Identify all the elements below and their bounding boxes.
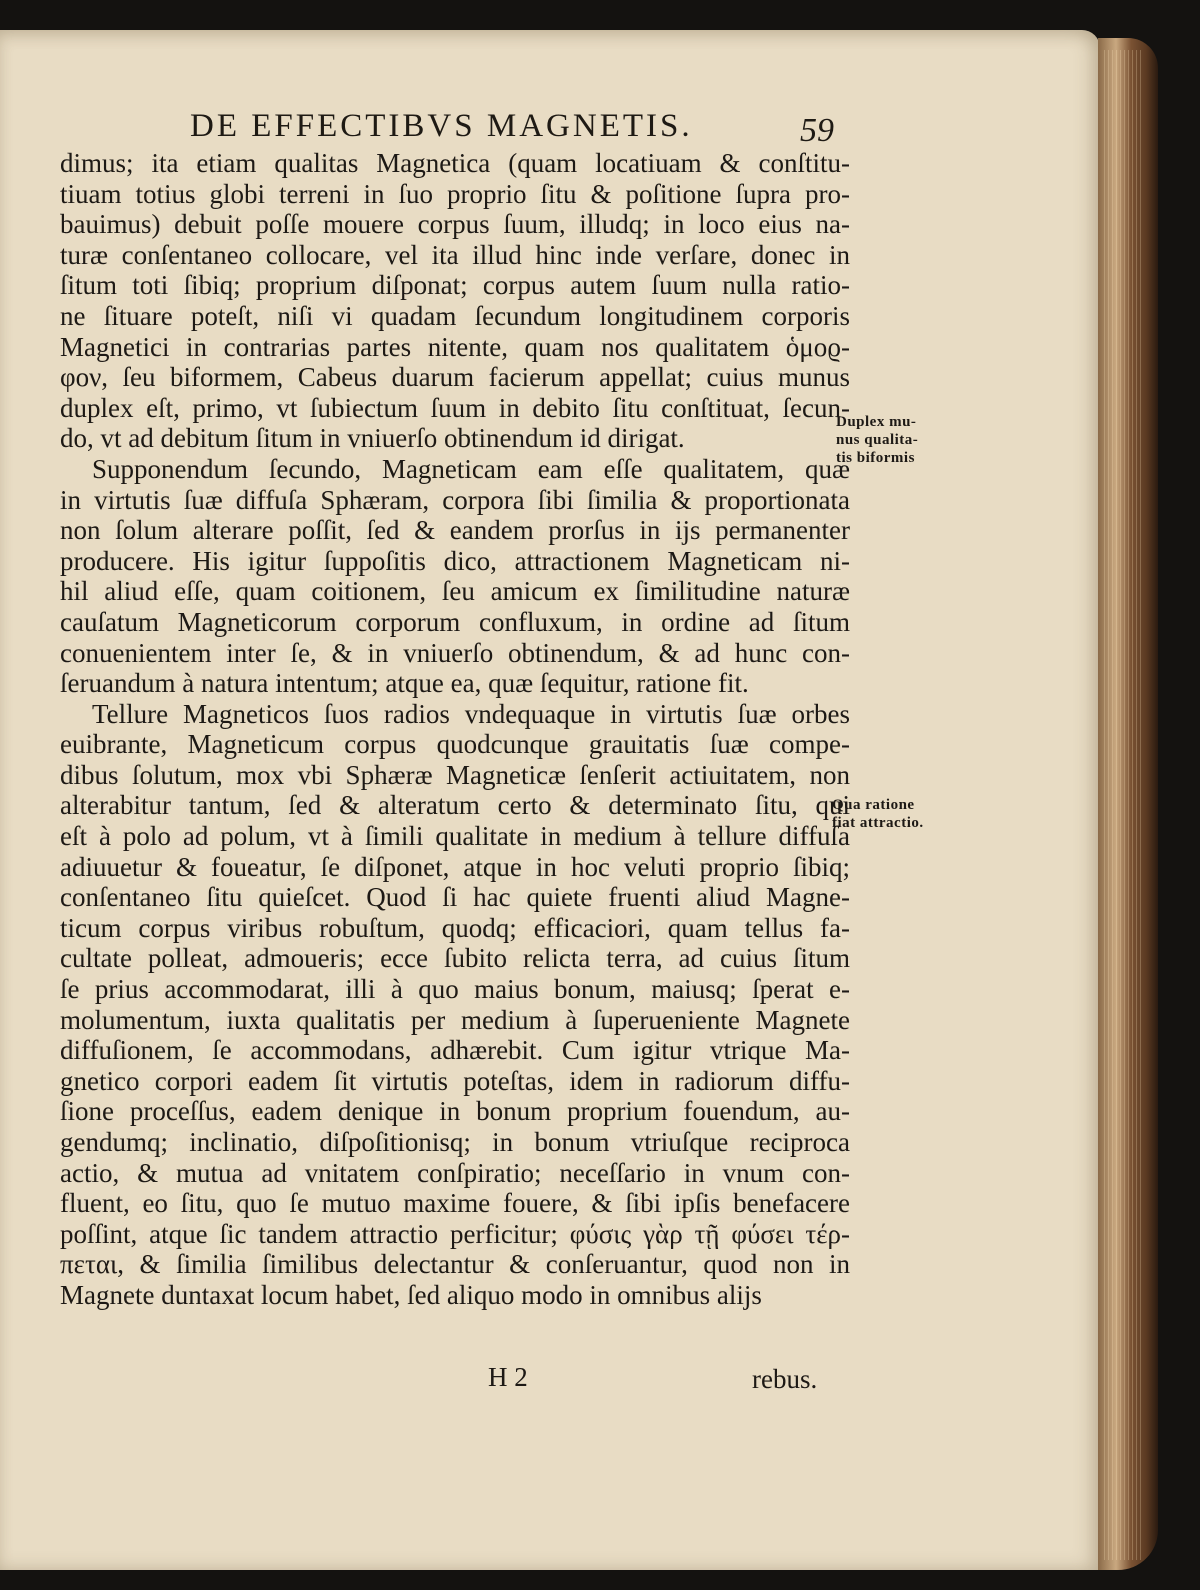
running-head: DE EFFECTIBVS MAGNETIS. (190, 108, 693, 144)
text-line: euibrante, Magneticum corpus quodcunque grauitatis ſuæ compe- (60, 729, 850, 760)
text-line: actio, & mutua ad vnitatem conſpiratio; neceſſario in vnum con- (60, 1157, 850, 1188)
text-line: ne ſituare poteſt, niſi vi quadam ſecundum longitudinem corporis (60, 300, 850, 331)
text-line: molumentum, iuxta qualitatis per medium à ſuperueniente Magnete (60, 1004, 850, 1035)
text-line: conuenientem inter ſe, & in vniuerſo obtinendum, & ad hunc con- (60, 637, 850, 668)
page-edges (1104, 50, 1144, 1560)
text-line: diffuſionem, ſe accommodans, adhærebit. Cum igitur vtrique Ma- (60, 1035, 850, 1066)
text-line: alterabitur tantum, ſed & alteratum certo & determinato ſitu, qui (60, 790, 850, 821)
text-line: ſeruandum à natura intentum; atque ea, quæ ſequitur, ratione fit. (60, 668, 749, 699)
text-line: dibus ſolutum, mox vbi Sphæræ Magneticæ ſenſerit actiuitatem, non (60, 759, 850, 790)
text-line: eſt à polo ad polum, vt à ſimili qualitate in medium à tellure diffuſa (60, 821, 850, 852)
text-line: Magnete duntaxat locum habet, ſed aliquo modo in omnibus alijs (60, 1279, 762, 1310)
text-line: ſione proceſſus, eadem denique in bonum proprium fouendum, au- (60, 1096, 850, 1127)
margin-note-line: fiat attractio. (832, 815, 924, 831)
margin-note-line: tis biformis (836, 450, 915, 466)
text-line: turæ conſentaneo collocare, vel ita illud hinc inde verſare, donec in (60, 239, 850, 270)
text-line: ticum corpus viribus robuſtum, quodq; efficaciori, quam tellus fa- (60, 912, 850, 943)
catchword: rebus. (752, 1364, 818, 1394)
text-line: duplex eſt, primo, vt ſubiectum ſuum in debito ſitu conſtituat, ſecun- (60, 392, 850, 423)
text-line: gendumq; inclinatio, diſpoſitionisq; in bonum vtriuſque reciproca (60, 1127, 850, 1157)
text-line: cultate polleat, admoueris; ecce ſubito relicta terra, ad cuius ſitum (60, 943, 850, 974)
signature-mark: H 2 (488, 1362, 528, 1392)
margin-note-line: nus qualita- (836, 432, 919, 448)
text-line: adiuuetur & foueatur, ſe diſponet, atque in hoc veluti proprio ſibiq; (60, 851, 850, 882)
text-line: cauſatum Magneticorum corporum confluxum, in ordine ad ſitum (60, 606, 850, 637)
text-line: hil aliud eſſe, quam coitionem, ſeu amicum ex ſimilitudine naturæ (60, 576, 850, 607)
text-line: producere. His igitur ſuppoſitis dico, attractionem Magneticam ni- (60, 545, 850, 576)
text-line: conſentaneo ſitu quieſcet. Quod ſi hac quiete fruenti aliud Magne- (60, 882, 850, 913)
text-line: ſe prius accommodarat, illi à quo maius bonum, maiusq; ſperat e- (60, 974, 850, 1005)
text-line: bauimus) debuit poſſe mouere corpus ſuum, illudq; in loco eius na- (60, 209, 850, 240)
text-line: Tellure Magneticos ſuos radios vndequaque in virtutis ſuæ orbes (92, 698, 850, 729)
margin-note-line: Qua ratione (832, 797, 915, 813)
margin-note-qua-ratione (832, 796, 962, 832)
text-line: φον, ſeu biformem, Cabeus duarum facierum appellat; cuius munus (60, 362, 850, 393)
text-line: non ſolum alterare poſſit, ſed & eandem prorſus in ijs permanenter (60, 515, 850, 546)
text-line: poſſint, atque ſic tandem attractio perficitur; φύσις γὰρ τῇ φύσει τέρ- (60, 1218, 850, 1249)
text-line: in virtutis ſuæ diffuſa Sphæram, corpora ſibi ſimilia & proportionata (60, 484, 850, 515)
text-line: Magnetici in contrarias partes nitente, quam nos qualitatem ὁμοϱ- (60, 331, 850, 362)
text-line: Supponendum ſecundo, Magneticam eam eſſe qualitatem, quæ (92, 453, 850, 484)
margin-note-line: Duplex mu- (836, 414, 917, 430)
text-line: do, vt ad debitum ſitum in vniuerſo obtinendum id dirigat. (60, 423, 685, 454)
text-line: ſitum toti ſibiq; proprium diſponat; corpus autem ſuum nulla ratio- (60, 270, 850, 301)
text-line: tiuam totius globi terreni in ſuo proprio ſitu & poſitione ſupra pro- (60, 178, 850, 209)
text-line: gnetico corpori eadem ſit virtutis poteſtas, idem in radiorum diffu- (60, 1065, 850, 1096)
text-line: fluent, eo ſitu, quo ſe mutuo maxime fouere, & ſibi ipſis benefacere (60, 1188, 850, 1219)
body-text (60, 148, 850, 1311)
text-line: πεται, & ſimilia ſimilibus delectantur & conſeruantur, quod non in (60, 1249, 850, 1280)
page-number: 59 (800, 112, 834, 149)
margin-note-duplex-munus (836, 413, 966, 467)
text-line: dimus; ita etiam qualitas Magnetica (quam locatiuam & conſtitu- (60, 148, 850, 178)
